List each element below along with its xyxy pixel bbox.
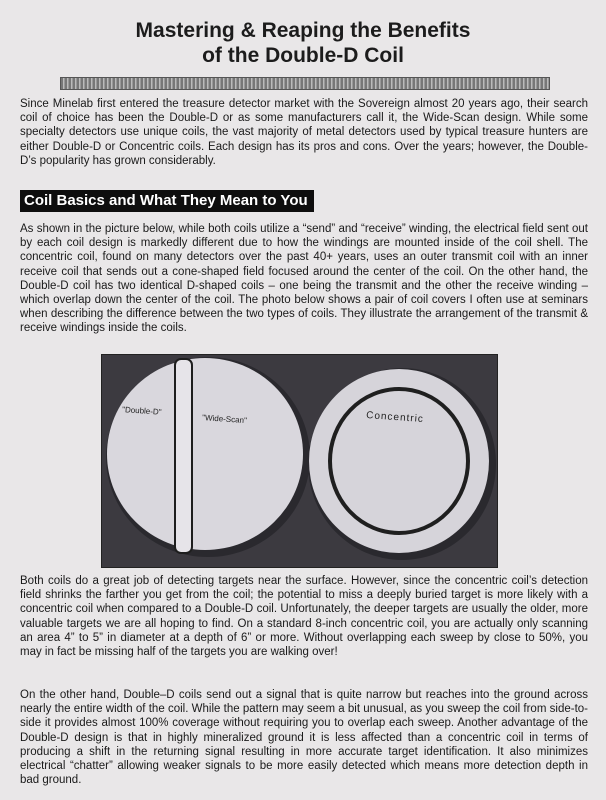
concentric-label: Concentric <box>365 410 425 426</box>
coil-basics-paragraph: As shown in the picture below, while both coils utilize a “send” and “receive” winding, the electrical field sent out by each coil design is markedly different due to how the windings are mounted inside of the coil shell. The concentric coil, found on many detectors over the past 40+ years, uses an outer transmit coil with an inner receive coil that sends out a cone-shaped field focused around the center of the coil. On the other hand, the Double-D coil has two identical D-shaped coils – one being the transmit and the other the receive winding – which overlap down the center of the coil. The photo below shows a pair of coil covers I often use at seminars when describing the difference between the two types of coils. They illustrate the arrangement of the transmit & receive windings inside the coils. <box>20 223 588 335</box>
wide-scan-label: "Wide-Scan" <box>201 413 248 426</box>
article-title-line-1: Mastering & Reaping the Benefits <box>135 19 471 42</box>
detection-comparison-paragraph: Both coils do a great job of detecting targets near the surface. However, since the concentric coil’s detection field shrinks the farther you get from the coil; the potential to miss a deeply buried target is more likely with a concentric coil when compared to a Double-D coil. Unfortunately, the deeper targets are usually the older, more valuable targets we are all hoping to find. On a standard 8-inch concentric coil, you are actually only scanning an area 4” to 5” in diameter at a depth of 6” or more. Without overlapping each sweep by close to 50%, you may in fact be missing half of the targets you are walking over! <box>20 575 588 659</box>
article-title-line-2: of the Double-D Coil <box>202 44 404 67</box>
section-heading-coil-basics: Coil Basics and What They Mean to You <box>20 190 314 212</box>
coil-covers-photo <box>101 354 498 568</box>
double-d-advantages-paragraph: On the other hand, Double–D coils send out a signal that is quite narrow but reaches into the ground across nearly the entire width of the coil. While the pattern may seem a bit unusual, as you sweep the coil from side-to-side it provides almost 100% coverage without requiring you to overlap each sweep. Another advantage of the Double-D design is that in highly mineralized ground it is less affected than a concentric coil in terms of producing a shift in the returning signal resulting in more accurate target identification. It also minimizes electrical “chatter” allowing weaker signals to be more easily detected which means more detection depth in bad ground. <box>20 689 588 787</box>
double-d-label: "Double-D" <box>121 405 162 417</box>
double-d-coil-cover <box>106 357 310 557</box>
double-d-center-strip <box>175 359 192 553</box>
concentric-coil-cover <box>308 368 496 560</box>
title-divider-bar <box>60 77 550 90</box>
intro-paragraph: Since Minelab first entered the treasure detector market with the Sovereign almost 20 years ago, their search coil of choice has been the Double-D or as some manufacturers call it, the Wide-Scan design. While some specialty detectors use unique coils, the vast majority of metal detectors used by typical treasure hunters are either Double-D or Concentric coils. Each design has its pros and cons. Over the years; however, the Double-D’s popularity has grown considerably. <box>20 98 588 167</box>
